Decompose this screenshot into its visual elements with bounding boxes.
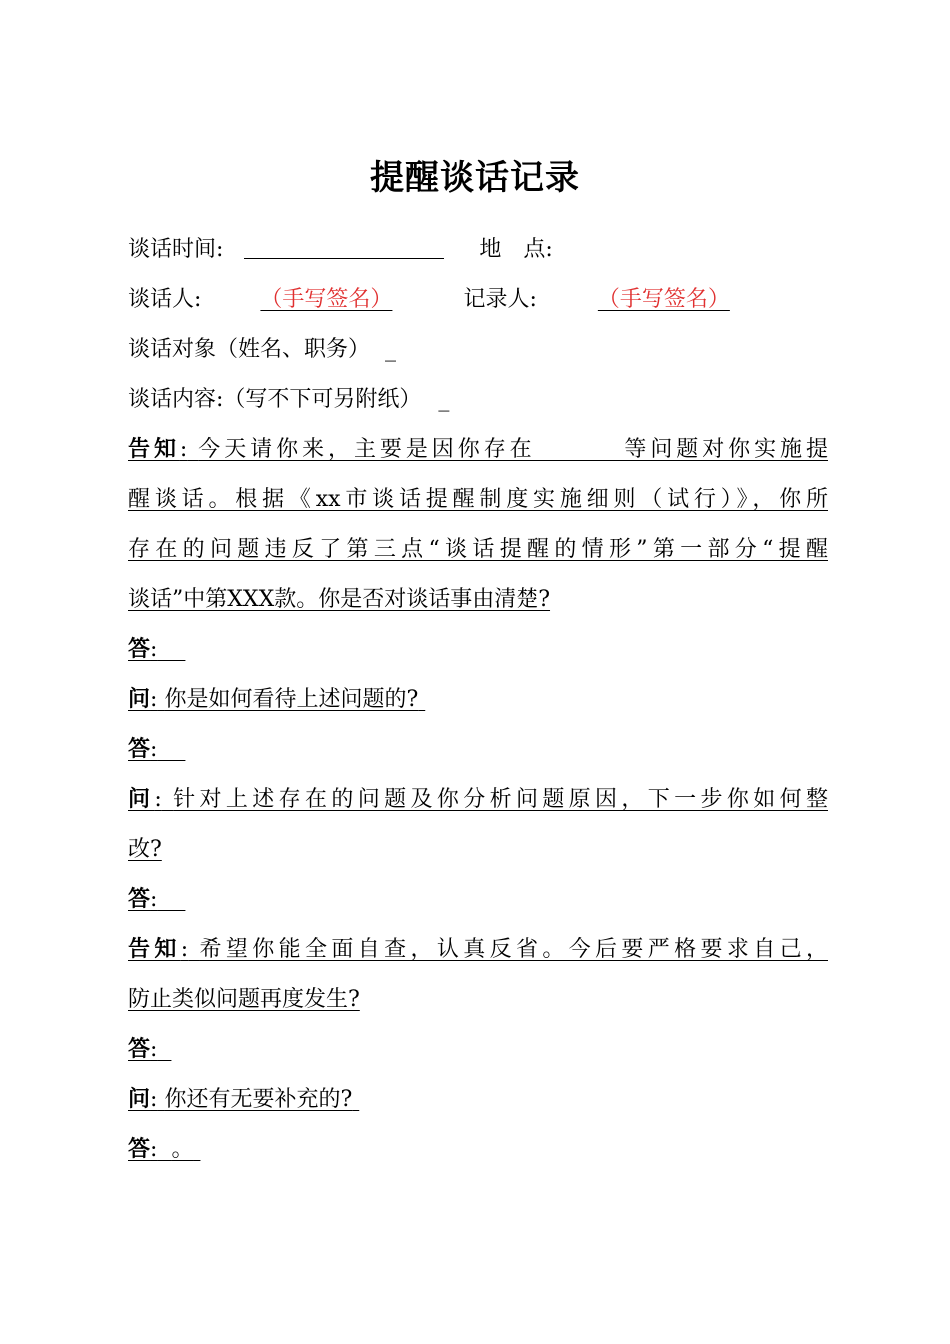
notice-2-sep: : [180, 937, 189, 962]
notice-1-label: 告知 [128, 437, 180, 462]
notice-2-line-1 [128, 936, 828, 964]
subject-label: 谈话对象（姓名、职务） [128, 337, 371, 362]
notice-2-text-2: 防止类似问题再度发生? [128, 987, 360, 1012]
answer-3 [128, 886, 828, 914]
question-1-text: 你是如何看待上述问题的? [164, 687, 419, 712]
recorder-signature-text: （手写签名） [597, 287, 730, 312]
question-3-sep: : [150, 1087, 158, 1112]
question-1-label: 问 [128, 687, 151, 712]
content-label: 谈话内容:（写不下可另附纸） [128, 387, 422, 412]
talker-signature-field [230, 287, 416, 312]
time-place-row [128, 236, 828, 264]
question-2-text-2: 改? [128, 837, 162, 862]
place-label: 地 点: [479, 237, 553, 262]
notice-2-label: 告知 [128, 937, 181, 962]
content-blank: _ [438, 387, 450, 412]
notice-1-line-1 [128, 436, 828, 464]
answer-1-sep: : [150, 637, 158, 662]
talker-recorder-row [128, 286, 828, 314]
notice-1-line-2: 醒谈话。根据《xx市谈话提醒制度实施细则（试行）》，你所 [128, 487, 828, 512]
answer-4-label: 答 [128, 1037, 151, 1062]
question-2-line-1 [128, 786, 828, 814]
question-1-sep: : [150, 687, 158, 712]
answer-3-label: 答 [128, 887, 151, 912]
answer-4 [128, 1036, 828, 1064]
answer-5 [128, 1136, 828, 1164]
question-3-text: 你还有无要补充的? [164, 1087, 353, 1112]
answer-2-label: 答 [128, 737, 151, 762]
question-3 [128, 1086, 828, 1114]
answer-4-sep: : [150, 1037, 158, 1062]
talker-label: 谈话人: [128, 287, 202, 312]
time-label: 谈话时间: [128, 237, 224, 262]
answer-5-sep: : [150, 1137, 158, 1162]
notice-2-text: 希望你能全面自查，认真反省。今后要严格要求自己， [199, 937, 828, 962]
document-title: 提醒谈话记录 [370, 158, 580, 198]
answer-3-sep: : [150, 887, 158, 912]
question-3-label: 问 [128, 1087, 151, 1112]
answer-2-sep: : [150, 737, 158, 762]
notice-2-line-2 [128, 986, 828, 1014]
recorder-signature-field [562, 287, 730, 312]
question-2-text: 针对上述存在的问题及你分析问题原因，下一步你如何整 [173, 787, 828, 812]
answer-1-label: 答 [128, 637, 151, 662]
answer-5-text: 。 [171, 1137, 194, 1162]
time-blank-line [244, 236, 444, 259]
notice-1-text: 今天请你来，主要是因你存在 等问题对你实施提 [198, 437, 828, 462]
subject-row [128, 336, 828, 364]
answer-5-label: 答 [128, 1137, 151, 1162]
notice-1-sep: : [179, 437, 188, 462]
answer-2 [128, 736, 828, 764]
recorder-label: 记录人: [463, 287, 537, 312]
talker-signature-text: （手写签名） [260, 287, 393, 312]
question-2-line-2 [128, 836, 828, 864]
question-1 [128, 686, 828, 714]
subject-blank: _ [385, 337, 397, 362]
notice-1-line-4: 谈话”中第XXX款。你是否对谈话事由清楚? [128, 587, 551, 612]
question-2-label: 问 [128, 787, 155, 812]
notice-1-line-3: 存在的问题违反了第三点“谈话提醒的情形”第一部分“提醒 [128, 537, 828, 562]
answer-1 [128, 636, 828, 664]
question-2-sep: : [154, 787, 162, 812]
content-row [128, 386, 828, 414]
